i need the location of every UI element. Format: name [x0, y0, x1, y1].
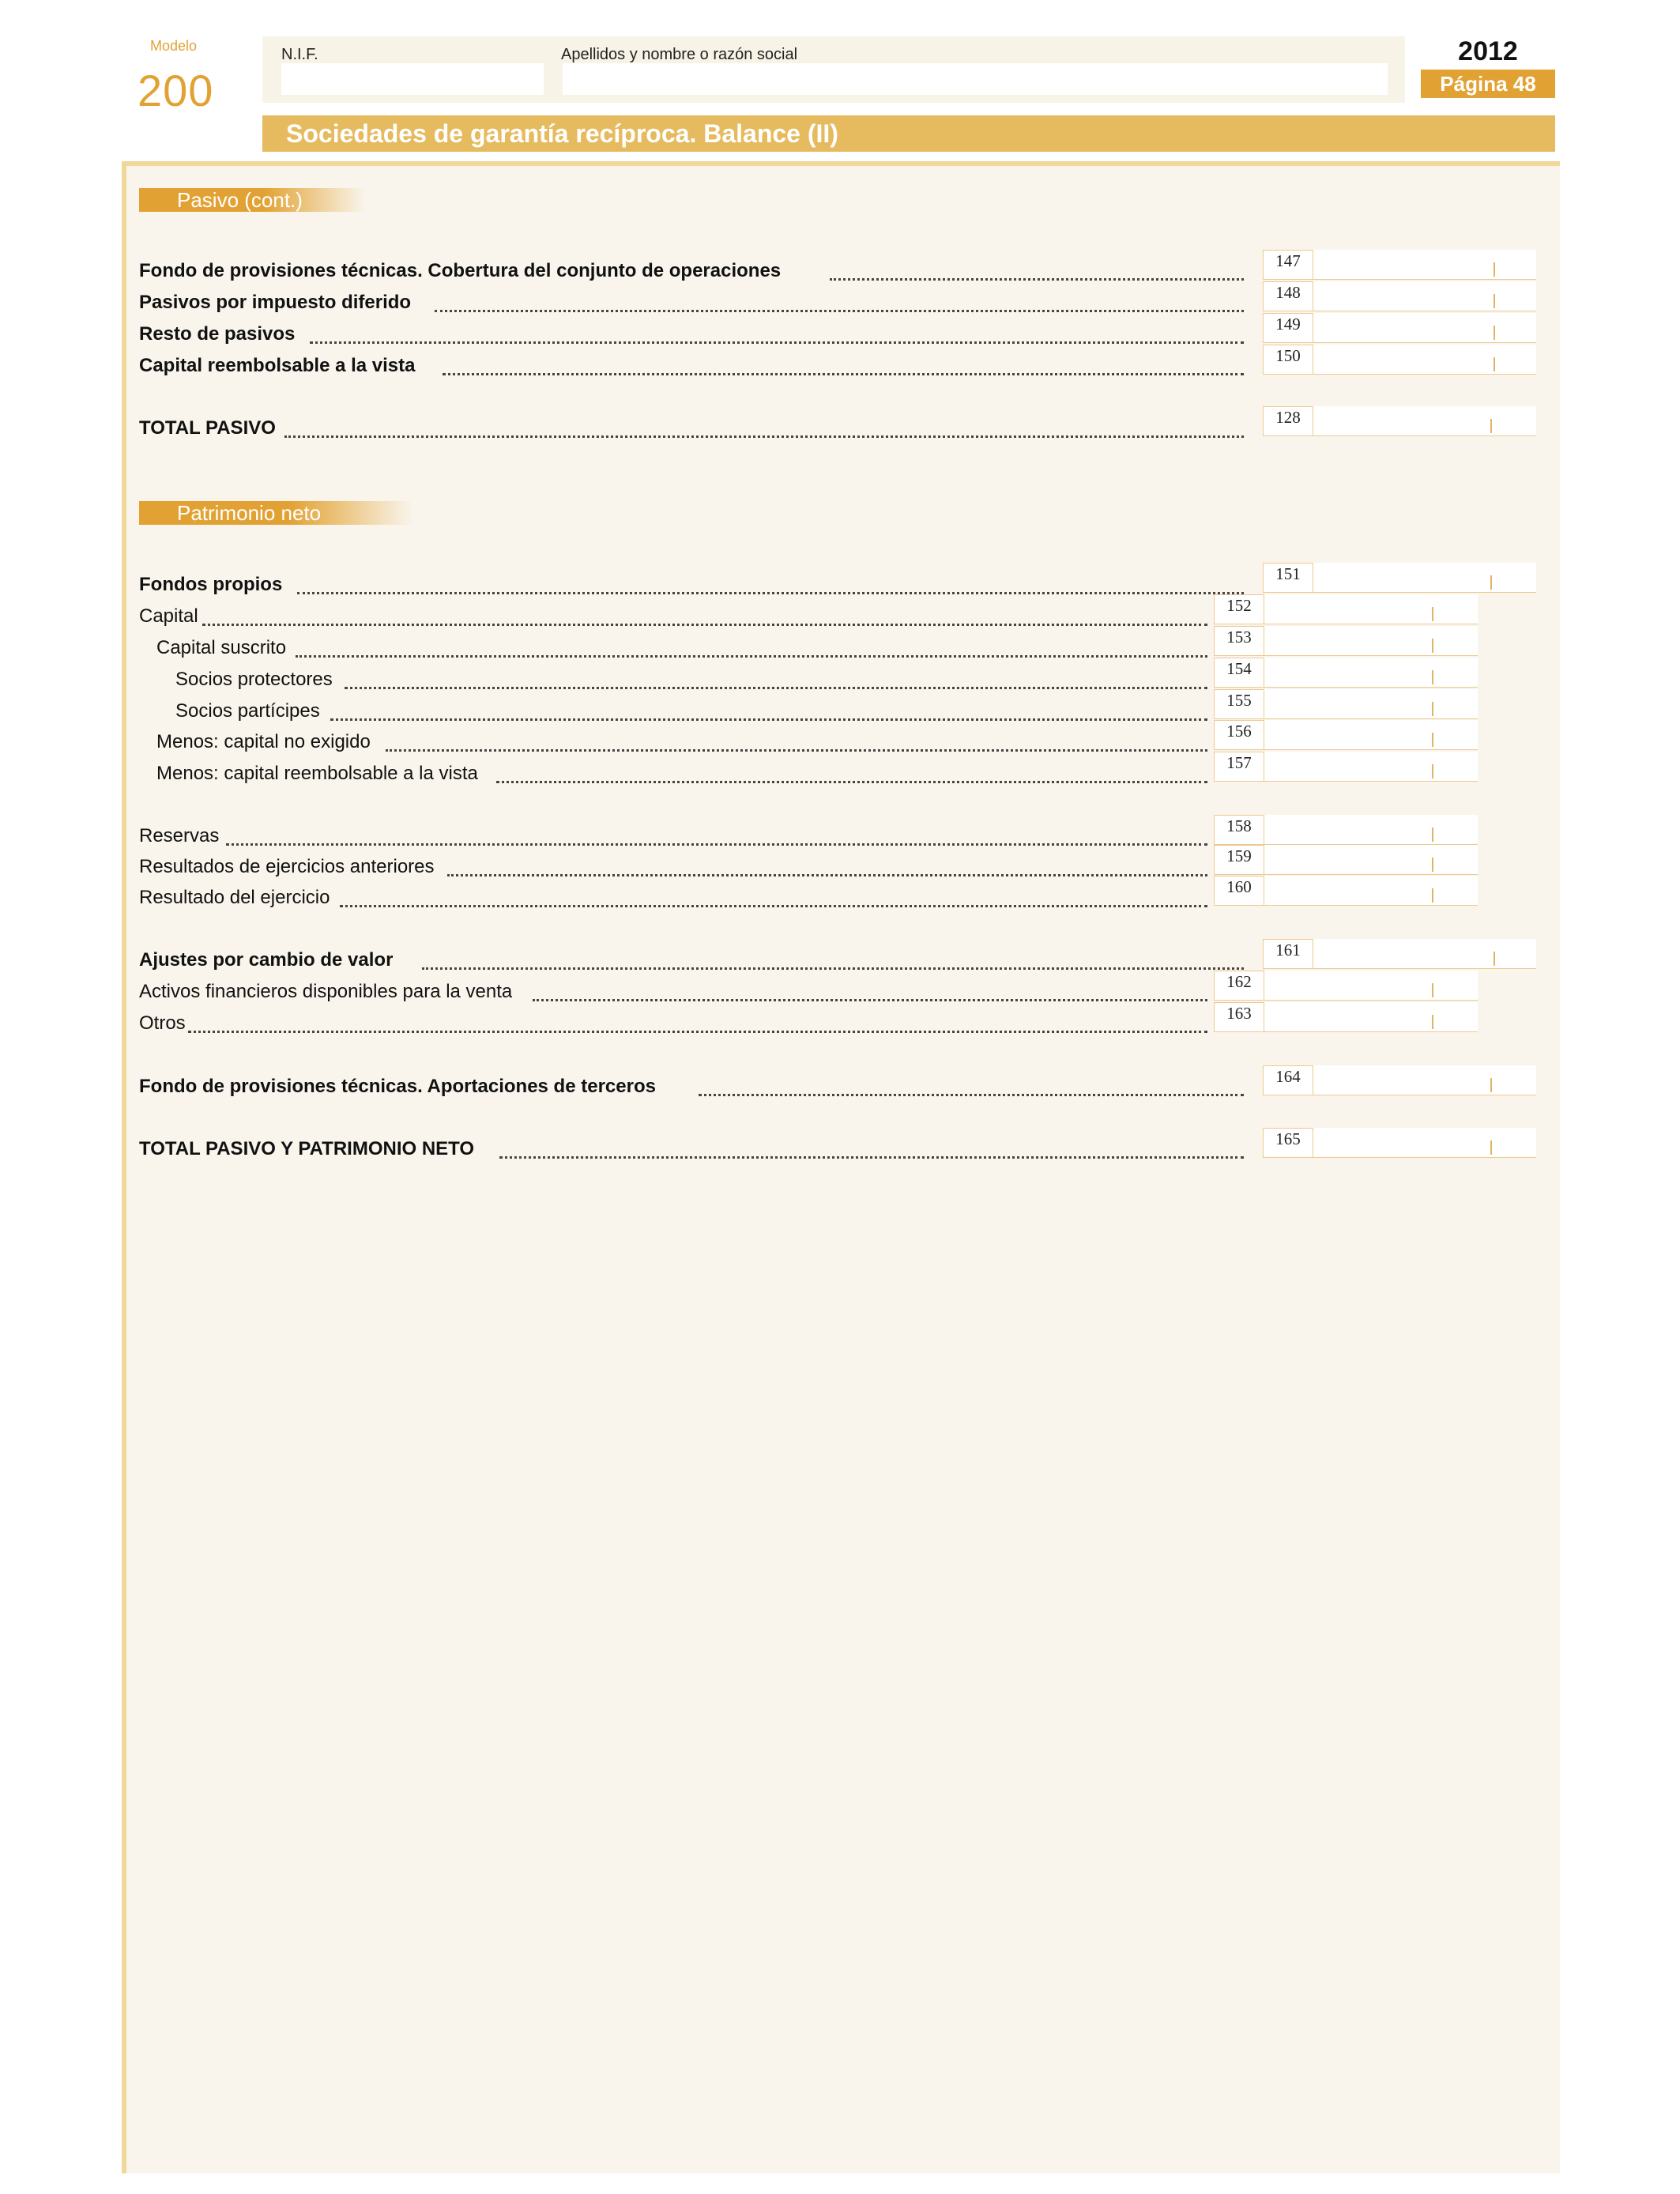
row-label-128: TOTAL PASIVO	[139, 417, 276, 439]
decimal-tick	[1490, 575, 1492, 590]
leader-dots	[345, 687, 1207, 689]
decimal-tick	[1432, 983, 1433, 997]
box-code-160: 160	[1214, 876, 1264, 906]
input-164[interactable]	[1313, 1065, 1536, 1095]
box-code-164: 164	[1263, 1065, 1313, 1095]
name-label: Apellidos y nombre o razón social	[561, 46, 798, 63]
row-label-154: Socios protectores	[175, 669, 333, 690]
leader-dots	[443, 373, 1244, 375]
row-label-164: Fondo de provisiones técnicas. Aportaciones de terceros	[139, 1076, 656, 1097]
input-160[interactable]	[1264, 876, 1478, 906]
leader-dots	[422, 967, 1244, 970]
decimal-tick	[1432, 1015, 1433, 1029]
box-code-149: 149	[1263, 313, 1313, 343]
input-163[interactable]	[1264, 1002, 1478, 1032]
input-150[interactable]	[1313, 345, 1536, 375]
box-code-151: 151	[1263, 563, 1313, 593]
nif-label: N.I.F.	[281, 46, 318, 63]
leader-dots	[435, 310, 1244, 312]
page-number: Página 48	[1421, 70, 1555, 98]
row-label-158: Reservas	[139, 825, 220, 846]
decimal-tick	[1494, 262, 1495, 277]
box-code-155: 155	[1214, 689, 1264, 719]
row-label-161: Ajustes por cambio de valor	[139, 949, 394, 971]
decimal-tick	[1432, 670, 1433, 684]
leader-dots	[496, 781, 1207, 783]
box-code-152: 152	[1214, 594, 1264, 624]
nif-field[interactable]	[281, 63, 544, 95]
row-label-155: Socios partícipes	[175, 700, 320, 722]
section-header-patrimonio-neto: Patrimonio neto	[139, 501, 412, 525]
box-code-158: 158	[1214, 815, 1264, 845]
row-label-157: Menos: capital reembolsable a la vista	[156, 763, 478, 784]
box-code-163: 163	[1214, 1002, 1264, 1032]
input-128[interactable]	[1313, 406, 1536, 436]
row-label-149: Resto de pasivos	[139, 323, 296, 345]
leader-dots	[830, 278, 1244, 281]
box-code-157: 157	[1214, 752, 1264, 782]
leader-dots	[284, 435, 1244, 438]
row-label-148: Pasivos por impuesto diferido	[139, 292, 412, 313]
decimal-tick	[1490, 1140, 1492, 1155]
decimal-tick	[1490, 419, 1492, 433]
leader-dots	[188, 1031, 1207, 1033]
input-149[interactable]	[1313, 313, 1536, 343]
input-162[interactable]	[1264, 971, 1478, 1001]
leader-dots	[226, 843, 1207, 846]
modelo-label: Modelo	[150, 38, 198, 54]
decimal-tick	[1494, 952, 1495, 966]
input-153[interactable]	[1264, 626, 1478, 656]
box-code-165: 165	[1263, 1128, 1313, 1158]
leader-dots	[533, 999, 1207, 1001]
decimal-tick	[1432, 764, 1433, 778]
name-field[interactable]	[563, 63, 1388, 95]
row-label-150: Capital reembolsable a la vista	[139, 355, 416, 376]
leader-dots	[310, 341, 1244, 344]
decimal-tick	[1432, 702, 1433, 716]
decimal-tick	[1494, 326, 1495, 340]
section-header-pasivo: Pasivo (cont.)	[139, 188, 365, 212]
page-title: Sociedades de garantía recíproca. Balance (II)	[286, 119, 838, 148]
row-label-163: Otros	[139, 1012, 186, 1034]
leader-dots	[386, 749, 1207, 752]
input-157[interactable]	[1264, 752, 1478, 782]
input-152[interactable]	[1264, 594, 1478, 624]
decimal-tick	[1432, 639, 1433, 653]
box-code-148: 148	[1263, 281, 1313, 311]
row-label-152: Capital	[139, 605, 198, 627]
box-code-150: 150	[1263, 345, 1313, 375]
decimal-tick	[1494, 294, 1495, 308]
decimal-tick	[1432, 888, 1433, 903]
box-code-154: 154	[1214, 658, 1264, 688]
decimal-tick	[1490, 1078, 1492, 1092]
leader-dots	[499, 1156, 1244, 1159]
row-label-160: Resultado del ejercicio	[139, 887, 330, 908]
leader-dots	[340, 905, 1207, 907]
input-161[interactable]	[1313, 939, 1536, 969]
year: 2012	[1458, 36, 1518, 66]
row-label-153: Capital suscrito	[156, 637, 287, 658]
input-148[interactable]	[1313, 281, 1536, 311]
leader-dots	[202, 624, 1207, 626]
input-158[interactable]	[1264, 815, 1478, 845]
decimal-tick	[1494, 357, 1495, 371]
form-body	[122, 161, 1560, 2173]
box-code-128: 128	[1263, 406, 1313, 436]
box-code-161: 161	[1263, 939, 1313, 969]
input-147[interactable]	[1313, 250, 1536, 280]
leader-dots	[330, 718, 1207, 721]
row-label-147: Fondo de provisiones técnicas. Cobertura del conjunto de operaciones	[139, 260, 782, 281]
box-code-162: 162	[1214, 971, 1264, 1001]
leader-dots	[447, 874, 1207, 876]
decimal-tick	[1432, 858, 1433, 872]
input-159[interactable]	[1264, 845, 1478, 875]
row-label-162: Activos financieros disponibles para la venta	[139, 981, 513, 1002]
row-label-165: TOTAL PASIVO Y PATRIMONIO NETO	[139, 1138, 475, 1159]
leader-dots	[297, 592, 1244, 594]
leader-dots	[296, 655, 1207, 658]
row-label-156: Menos: capital no exigido	[156, 731, 371, 752]
input-165[interactable]	[1313, 1128, 1536, 1158]
box-code-159: 159	[1214, 845, 1264, 875]
row-label-151: Fondos propios	[139, 574, 283, 595]
decimal-tick	[1432, 827, 1433, 842]
row-label-159: Resultados de ejercicios anteriores	[139, 856, 435, 877]
input-155[interactable]	[1264, 689, 1478, 719]
box-code-156: 156	[1214, 720, 1264, 750]
decimal-tick	[1432, 733, 1433, 747]
box-code-147: 147	[1263, 250, 1313, 280]
decimal-tick	[1432, 607, 1433, 621]
leader-dots	[699, 1094, 1244, 1096]
input-151[interactable]	[1313, 563, 1536, 593]
box-code-153: 153	[1214, 626, 1264, 656]
modelo-number: 200	[137, 66, 214, 115]
input-154[interactable]	[1264, 658, 1478, 688]
input-156[interactable]	[1264, 720, 1478, 750]
